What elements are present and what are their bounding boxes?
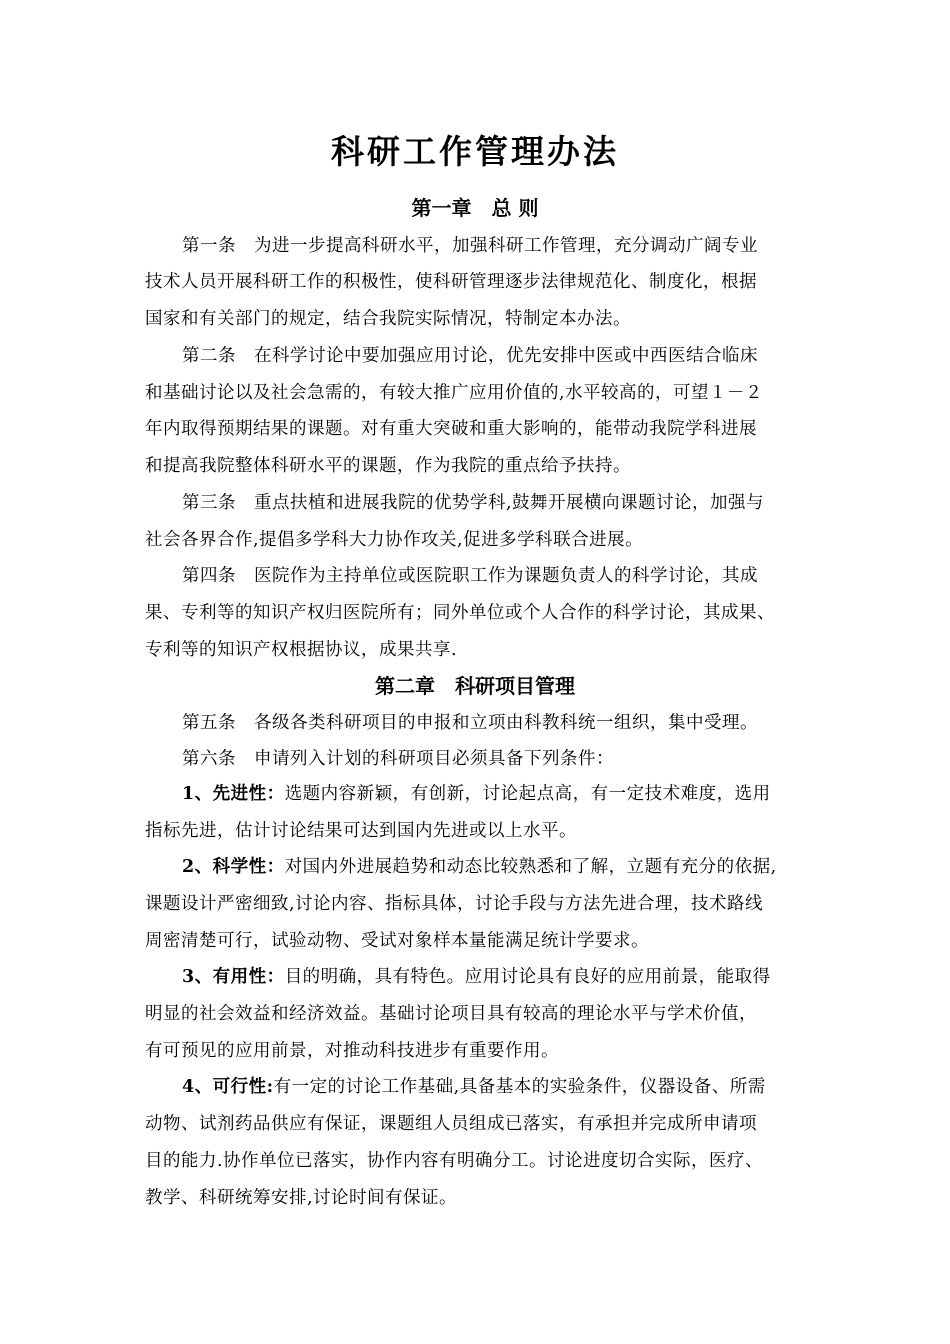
- paragraph-line: 第三条 重点扶植和进展我院的优势学科,鼓舞开展横向课题讨论，加强与: [182, 493, 765, 513]
- criterion-text: 对国内外进展趋势和动态比较熟悉和了解，立题有充分的依据,: [284, 857, 777, 877]
- paragraph-line: 明显的社会效益和经济效益。基础讨论项目具有较高的理论水平与学术价值，: [145, 1004, 757, 1024]
- paragraph-line: 课题设计严密细致,讨论内容、指标具体，讨论手段与方法先进合理，技术路线: [145, 894, 764, 914]
- criterion-label: 4、可行性:: [182, 1077, 274, 1097]
- paragraph-line: 和基础讨论以及社会急需的，有较大推广应用价值的,水平较高的，可望１－２: [145, 383, 764, 403]
- paragraph-line: 第五条 各级各类科研项目的申报和立项由科教科统一组织，集中受理。: [182, 713, 758, 733]
- paragraph-line: 第四条 医院作为主持单位或医院职工作为课题负责人的科学讨论，其成: [182, 566, 758, 586]
- paragraph-line: 第二条 在科学讨论中要加强应用讨论，优先安排中医或中西医结合临床: [182, 346, 758, 366]
- criterion-label: 3、有用性：: [182, 967, 285, 987]
- paragraph-line: 社会各界合作,提倡多学科大力协作攻关,促进多学科联合进展。: [145, 530, 644, 550]
- criterion-line: [182, 853, 777, 878]
- criterion-label: 2、科学性：: [182, 857, 285, 877]
- criterion-line: [182, 1073, 766, 1098]
- paragraph-line: 和提高我院整体科研水平的课题，作为我院的重点给予扶持。: [145, 456, 631, 476]
- criterion-label: 1、先进性：: [182, 784, 285, 804]
- criterion-text: 有一定的讨论工作基础,具备基本的实验条件，仪器设备、所需: [273, 1077, 766, 1097]
- paragraph-line: 目的能力.协作单位已落实，协作内容有明确分工。讨论进度切合实际，医疗、: [145, 1151, 764, 1171]
- paragraph-line: 专利等的知识产权根据协议，成果共享.: [145, 640, 458, 660]
- criterion-line: [182, 963, 771, 988]
- paragraph-line: 年内取得预期结果的课题。对有重大突破和重大影响的，能带动我院学科进展: [145, 419, 757, 439]
- criterion-text: 选题内容新颖，有创新，讨论起点高，有一定技术难度，选用: [284, 784, 771, 804]
- paragraph-line: 国家和有关部门的规定，结合我院实际情况，特制定本办法。: [145, 309, 631, 329]
- paragraph-line: 周密清楚可行，试验动物、受试对象样本量能满足统计学要求。: [145, 931, 649, 951]
- paragraph-line: 技术人员开展科研工作的积极性，使科研管理逐步法律规范化、制度化，根据: [145, 272, 757, 292]
- paragraph-line: 第六条 申请列入计划的科研项目必须具备下列条件：: [182, 749, 614, 769]
- criterion-line: [182, 780, 771, 805]
- paragraph-line: 教学、科研统筹安排,讨论时间有保证。: [145, 1188, 458, 1208]
- paragraph-line: 动物、试剂药品供应有保证，课题组人员组成已落实，有承担并完成所申请项: [145, 1114, 757, 1134]
- chapter-2-heading: 第二章 科研项目管理: [375, 674, 575, 698]
- paragraph-line: 有可预见的应用前景，对推动科技进步有重要作用。: [145, 1041, 559, 1061]
- paragraph-line: 果、专利等的知识产权归医院所有；同外单位或个人合作的科学讨论，其成果、: [145, 603, 775, 623]
- criterion-text: 目的明确，具有特色。应用讨论具有良好的应用前景，能取得: [284, 967, 771, 987]
- paragraph-line: 第一条 为进一步提高科研水平，加强科研工作管理，充分调动广阔专业: [182, 236, 758, 256]
- chapter-1-heading: 第一章 总 则: [411, 196, 539, 220]
- paragraph-line: 指标先进，估计讨论结果可达到国内先进或以上水平。: [145, 821, 577, 841]
- document-title: 科研工作管理办法: [331, 132, 619, 171]
